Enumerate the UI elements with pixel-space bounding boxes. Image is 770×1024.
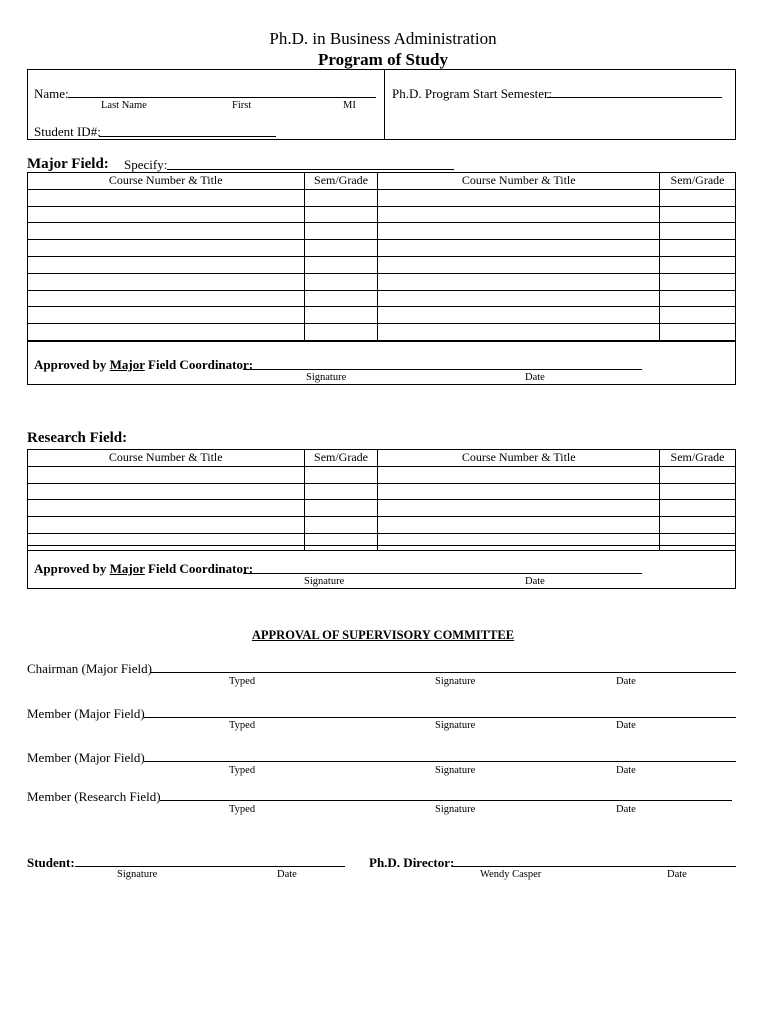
grade-cell[interactable] (660, 290, 736, 307)
typed-caption: Typed (229, 676, 256, 687)
signature-caption: Signature (435, 720, 476, 731)
major-approval-label (34, 357, 253, 373)
committee-heading: APPROVAL OF SUPERVISORY COMMITTEE (251, 628, 515, 642)
major-date-caption: Date (525, 372, 545, 383)
start-semester-label: Ph.D. Program Start Semester: (392, 86, 552, 101)
director-label: Ph.D. Director: (369, 855, 455, 870)
committee-member-1-label: Member (Major Field) (27, 706, 145, 721)
course-cell[interactable] (378, 223, 660, 240)
course-cell[interactable] (378, 466, 660, 483)
course-cell[interactable] (28, 256, 305, 273)
student-label: Student: (27, 855, 75, 870)
course-cell[interactable] (28, 290, 305, 307)
grade-cell[interactable] (304, 256, 378, 273)
table-row (28, 517, 736, 534)
student-date-caption: Date (277, 869, 297, 880)
signature-caption: Signature (435, 804, 476, 815)
course-cell[interactable] (28, 517, 305, 534)
signature-caption: Signature (435, 765, 476, 776)
major-field-heading: Major Field: (27, 156, 109, 172)
course-cell[interactable] (28, 500, 305, 517)
grade-cell[interactable] (660, 500, 736, 517)
grade-cell[interactable] (660, 240, 736, 257)
course-cell[interactable] (378, 517, 660, 534)
grade-cell[interactable] (304, 483, 378, 500)
table-row (28, 223, 736, 240)
course-cell[interactable] (28, 307, 305, 324)
last-name-caption: Last Name (101, 100, 147, 111)
grade-cell[interactable] (660, 324, 736, 341)
table-row (28, 206, 736, 223)
director-signature-line[interactable] (452, 866, 736, 867)
grade-cell[interactable] (660, 273, 736, 290)
date-caption: Date (616, 720, 636, 731)
course-cell[interactable] (28, 223, 305, 240)
research-approval-signature-line[interactable] (243, 573, 642, 574)
research-field-heading: Research Field: (27, 430, 128, 446)
major-course-table (27, 172, 736, 341)
research-date-caption: Date (525, 576, 545, 587)
course-cell[interactable] (28, 189, 305, 206)
grade-cell[interactable] (304, 206, 378, 223)
committee-member-research-label: Member (Research Field) (27, 789, 161, 804)
grade-cell[interactable] (304, 189, 378, 206)
research-approval-label (34, 561, 253, 577)
course-cell[interactable] (378, 189, 660, 206)
grade-cell[interactable] (304, 307, 378, 324)
signature-caption: Signature (435, 676, 476, 687)
grade-cell[interactable] (304, 517, 378, 534)
mi-caption: MI (343, 100, 356, 111)
grade-cell[interactable] (660, 307, 736, 324)
approval-suffix: Field Coordinator: (144, 561, 254, 576)
approval-major-word: Major (109, 561, 145, 576)
date-caption: Date (616, 765, 636, 776)
major-specify-input[interactable] (167, 169, 454, 170)
grade-cell[interactable] (304, 223, 378, 240)
table-row (28, 256, 736, 273)
start-semester-input[interactable] (547, 97, 722, 98)
research-signature-caption: Signature (304, 576, 345, 587)
grade-cell[interactable] (304, 290, 378, 307)
course-cell[interactable] (28, 324, 305, 341)
research-col-sem-1: Sem/Grade (304, 450, 378, 467)
student-id-input[interactable] (99, 136, 276, 137)
major-approval-signature-line[interactable] (243, 369, 642, 370)
committee-member-2-label: Member (Major Field) (27, 750, 145, 765)
grade-cell[interactable] (304, 240, 378, 257)
first-name-caption: First (232, 100, 252, 111)
grade-cell[interactable] (304, 466, 378, 483)
grade-cell[interactable] (660, 189, 736, 206)
table-row (28, 290, 736, 307)
course-cell[interactable] (28, 206, 305, 223)
typed-caption: Typed (229, 720, 256, 731)
student-signature-caption: Signature (117, 869, 158, 880)
committee-member-research-line[interactable] (160, 800, 732, 801)
course-cell[interactable] (28, 483, 305, 500)
form-subtitle: Program of Study (317, 50, 448, 69)
typed-caption: Typed (229, 765, 256, 776)
table-row (28, 307, 736, 324)
major-specify-label: Specify: (124, 157, 168, 172)
director-date-caption: Date (667, 869, 687, 880)
grade-cell[interactable] (660, 256, 736, 273)
date-caption: Date (616, 804, 636, 815)
approval-prefix: Approved by (34, 357, 110, 372)
table-row (28, 500, 736, 517)
name-label: Name: (34, 86, 69, 101)
table-row (28, 466, 736, 483)
major-col-sem-2: Sem/Grade (660, 173, 736, 190)
course-cell[interactable] (378, 273, 660, 290)
course-cell[interactable] (28, 273, 305, 290)
grade-cell[interactable] (660, 483, 736, 500)
grade-cell[interactable] (304, 324, 378, 341)
grade-cell[interactable] (660, 206, 736, 223)
course-cell[interactable] (378, 483, 660, 500)
table-row (28, 240, 736, 257)
table-row (28, 189, 736, 206)
student-signature-line[interactable] (75, 866, 345, 867)
course-cell[interactable] (378, 324, 660, 341)
form-title: Ph.D. in Business Administration (269, 29, 497, 48)
table-row (28, 483, 736, 500)
grade-cell[interactable] (660, 517, 736, 534)
course-cell[interactable] (378, 206, 660, 223)
course-cell[interactable] (378, 240, 660, 257)
research-col-sem-2: Sem/Grade (660, 450, 736, 467)
grade-cell[interactable] (660, 223, 736, 240)
major-signature-caption: Signature (306, 372, 347, 383)
table-row (28, 324, 736, 341)
course-cell[interactable] (378, 307, 660, 324)
committee-chairman-label: Chairman (Major Field) (27, 661, 152, 676)
approval-prefix: Approved by (34, 561, 110, 576)
course-cell[interactable] (378, 256, 660, 273)
approval-major-word: Major (109, 357, 145, 372)
course-cell[interactable] (378, 500, 660, 517)
director-name-caption: Wendy Casper (480, 869, 542, 880)
course-cell[interactable] (28, 240, 305, 257)
major-col-course-1: Course Number & Title (28, 173, 305, 190)
research-col-course-2: Course Number & Title (378, 450, 660, 467)
research-col-course-1: Course Number & Title (28, 450, 305, 467)
major-col-sem-1: Sem/Grade (304, 173, 378, 190)
course-cell[interactable] (378, 290, 660, 307)
typed-caption: Typed (229, 804, 256, 815)
course-cell[interactable] (28, 466, 305, 483)
student-id-label: Student ID#: (34, 124, 101, 139)
research-course-table (27, 449, 736, 551)
grade-cell[interactable] (304, 273, 378, 290)
committee-member-2-line[interactable] (144, 761, 736, 762)
committee-chairman-line[interactable] (151, 672, 736, 673)
major-col-course-2: Course Number & Title (378, 173, 660, 190)
approval-suffix: Field Coordinator: (144, 357, 254, 372)
table-row (28, 273, 736, 290)
committee-member-1-line[interactable] (144, 717, 736, 718)
identity-divider (384, 69, 385, 140)
grade-cell[interactable] (660, 466, 736, 483)
name-input[interactable] (68, 97, 376, 98)
date-caption: Date (616, 676, 636, 687)
grade-cell[interactable] (304, 500, 378, 517)
